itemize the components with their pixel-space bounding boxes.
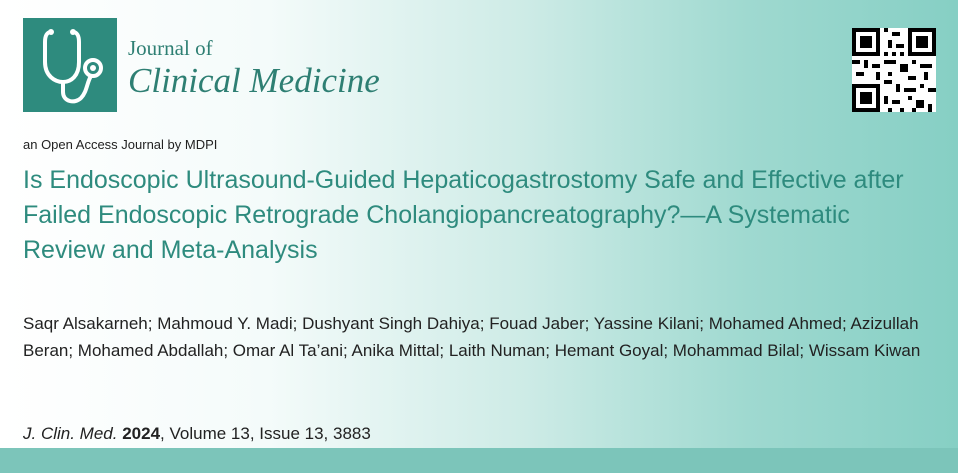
article-title[interactable]: Is Endoscopic Ultrasound-Guided Hepaticogastrostomy Safe and Effective after Failed Endoscopic Retrograde Cholangiopancreatography?—A Systematic Review and Meta-Analysis bbox=[23, 166, 904, 264]
stethoscope-icon bbox=[23, 18, 117, 112]
journal-name-line1: Journal of bbox=[128, 36, 213, 60]
bottom-bar bbox=[0, 448, 958, 473]
citation-details: , Volume 13, Issue 13, 3883 bbox=[160, 424, 371, 443]
citation-journal-abbr: J. Clin. Med. bbox=[23, 424, 118, 443]
qr-code-icon[interactable] bbox=[852, 28, 936, 112]
journal-name-line2: Clinical Medicine bbox=[128, 61, 380, 100]
open-access-label: an Open Access Journal by MDPI bbox=[23, 137, 218, 152]
journal-name bbox=[128, 36, 380, 102]
article-citation bbox=[23, 424, 371, 444]
article-authors: Saqr Alsakarneh; Mahmoud Y. Madi; Dushyant Singh Dahiya; Fouad Jaber; Yassine Kilani; Mohamed Ahmed; Azizullah Beran; Mohamed Abdallah; Omar Al Ta’ani; Anika Mittal; Laith Numan; Hemant Goyal; Mohammad Bilal; Wissam Kiwan bbox=[23, 314, 921, 360]
journal-logo bbox=[23, 18, 117, 112]
citation-year: 2024 bbox=[122, 424, 161, 443]
